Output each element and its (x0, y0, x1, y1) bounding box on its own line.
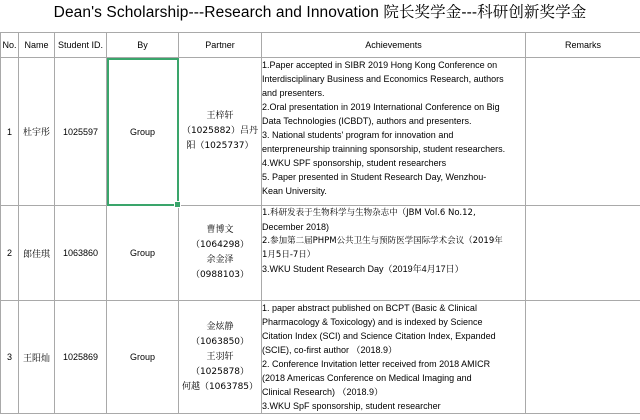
achievement-line: Data Technologies (ICBDT), authors and presenters. (262, 116, 472, 126)
achievement-line: 4.WKU SPF sponsorship, student researchers (262, 158, 447, 168)
cell-no[interactable]: 3 (1, 301, 19, 414)
table-row (1, 301, 640, 414)
partner-line: （1063850） (190, 336, 250, 347)
fill-handle[interactable] (174, 201, 181, 208)
cell-by-text: Group (129, 126, 155, 137)
partner-line: 阳（1025737） (186, 141, 254, 151)
partner-line: （0988103） (190, 270, 250, 280)
cell-achievements[interactable] (262, 58, 526, 206)
cell-partner[interactable] (179, 301, 262, 414)
achievement-line: December 2018) (262, 222, 330, 232)
achievement-line: (2018 Americas Conference on Medical Imaging and (262, 373, 472, 383)
achievement-line: 5. Paper presented in Student Research Day, Wenzhou- (262, 172, 487, 182)
achievement-line: Citation Index (SCI) and Science Citation Index, Expanded (262, 331, 496, 341)
header-no[interactable]: No. (1, 33, 19, 58)
achievement-line: 3.WKU Student Research Day（2019年4月17日） (262, 264, 464, 274)
cell-remarks[interactable] (526, 206, 640, 301)
partner-line: 王梓轩 (206, 111, 234, 121)
header-name[interactable]: Name (19, 33, 55, 58)
achievement-line: Clinical Research) （2018.9） (262, 387, 384, 397)
achievement-line: Interdisciplinary Business and Economics Research, authors (262, 74, 504, 84)
cell-name[interactable]: 王阳灿 (19, 301, 55, 414)
partner-line: 金炫静 (206, 321, 234, 332)
achievement-line: enterpreneurship trainning sponsorship, student researchers. (262, 144, 506, 154)
partner-line: （1064298） (190, 240, 250, 250)
cell-remarks[interactable] (526, 58, 640, 206)
achievement-line: 1.科研发表于生物科学与生物杂志中（JBM Vol.6 No.12, (262, 208, 476, 218)
achievement-line: 3.WKU SpF sponsorship, student researcher (262, 401, 441, 411)
cell-by[interactable]: Group (107, 301, 179, 414)
header-remarks[interactable]: Remarks (526, 33, 640, 58)
page-title: Dean's Scholarship---Research and Innovation 院长奖学金---科研创新奖学金 (53, 4, 587, 21)
cell-name[interactable]: 郎佳琪 (19, 206, 55, 301)
table-row (1, 206, 640, 301)
partner-line: 曹博文 (206, 225, 234, 235)
partner-line: 何越（1063785） (181, 381, 259, 392)
header-student-id[interactable]: Student ID. (55, 33, 107, 58)
cell-remarks[interactable] (526, 301, 640, 414)
achievement-line: 1.Paper accepted in SIBR 2019 Hong Kong Conference on (262, 60, 498, 70)
table-row (1, 58, 640, 206)
achievement-line: 2. Conference Invitation letter received from 2018 AMICR (262, 359, 491, 369)
cell-achievements[interactable] (262, 206, 526, 301)
achievement-line: Pharmacology & Toxicology) and is indexed by Science (262, 317, 483, 327)
header-achievements[interactable]: Achievements (262, 33, 526, 58)
achievement-line: (SCIE), co-first author （2018.9） (262, 345, 398, 355)
partner-line: （1025878） (190, 366, 250, 377)
cell-by[interactable]: Group (107, 206, 179, 301)
cell-student-id[interactable]: 1025597 (55, 58, 107, 206)
achievement-line: 2.参加第二届PHPM公共卫生与预防医学国际学术会议（2019年 (262, 236, 503, 246)
partner-line: 余金泽 (206, 255, 234, 265)
cell-student-id[interactable]: 1025869 (55, 301, 107, 414)
header-row (1, 33, 640, 58)
cell-no[interactable]: 2 (1, 206, 19, 301)
cell-name[interactable]: 杜宇彤 (19, 58, 55, 206)
partner-line: （1025882）吕丹 (181, 126, 259, 136)
cell-student-id[interactable]: 1063860 (55, 206, 107, 301)
cell-by-selected[interactable] (107, 58, 179, 206)
cell-no[interactable]: 1 (1, 58, 19, 206)
achievement-line: 3. National students' program for innovation and (262, 130, 454, 140)
scholarship-table (0, 32, 640, 414)
header-by[interactable]: By (107, 33, 179, 58)
header-partner[interactable]: Partner (179, 33, 262, 58)
achievement-line: 1月5日-7日） (262, 250, 316, 260)
partner-line: 王羽轩 (206, 351, 234, 362)
achievement-line: and presenters. (262, 88, 325, 98)
achievement-line: 1. paper abstract published on BCPT (Basic & Clinical (262, 303, 477, 313)
achievement-line: 2.Oral presentation in 2019 International Conference on Big (262, 102, 500, 112)
cell-partner[interactable] (179, 58, 262, 206)
achievement-line: Kean University. (262, 186, 327, 196)
cell-achievements[interactable] (262, 301, 526, 414)
cell-partner[interactable] (179, 206, 262, 301)
